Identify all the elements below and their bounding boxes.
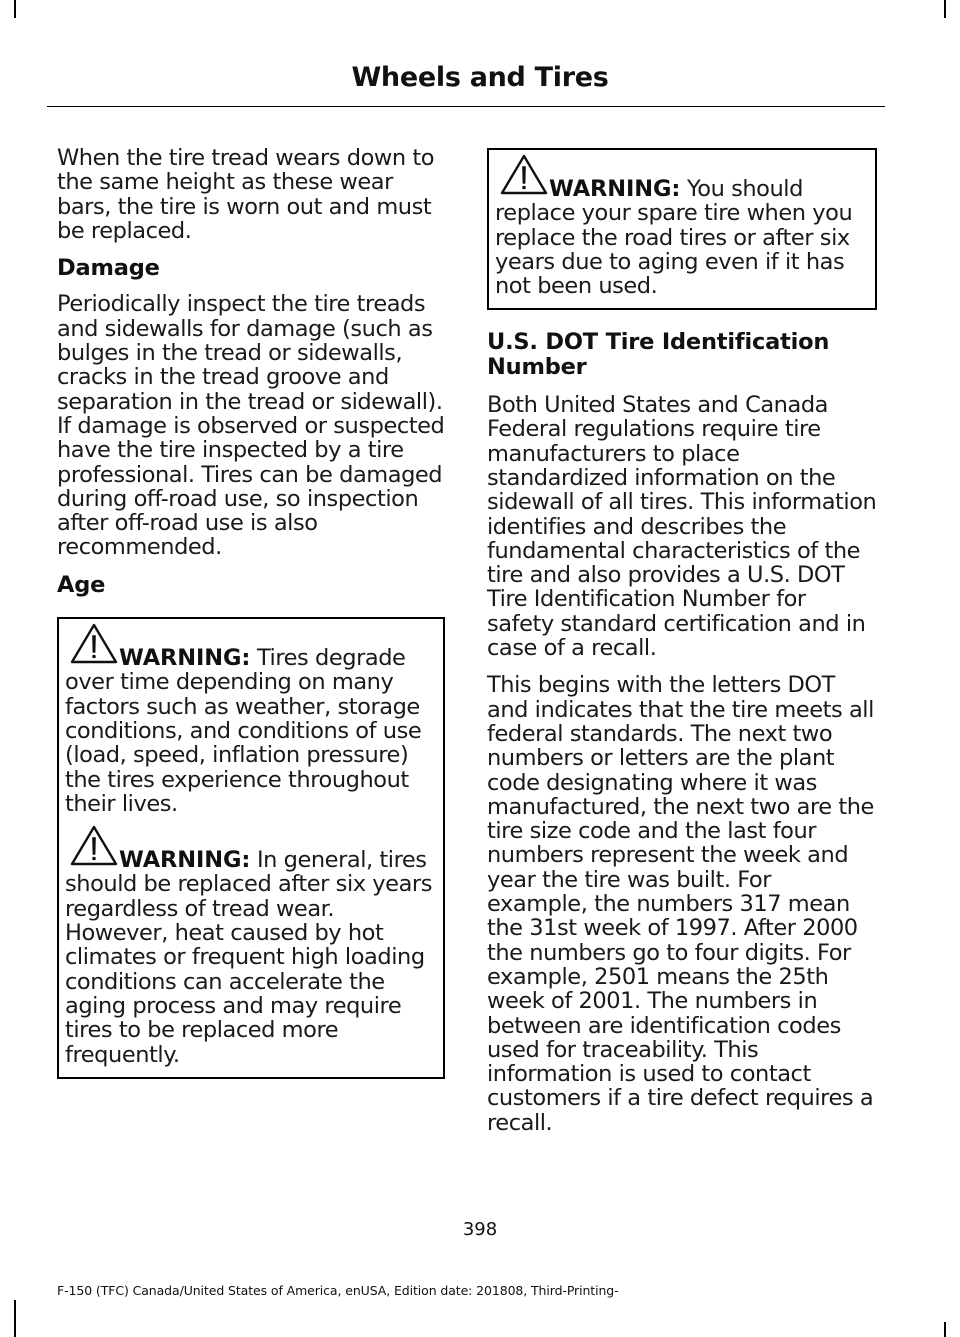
- crop-mark-top-left: [14, 0, 16, 18]
- damage-paragraph: Periodically inspect the tire treads and sidewalls for damage (such as bulges in the tread or sidewalls, cracks in the tread groove and separation in the tread or sidewall). If damage is observed or suspected have the tire inspected by a tire professional. Tires can be damaged during off-road use, so inspection after off-road use is also recommended.: [57, 291, 445, 561]
- warning-body: Tires degrade over time depending on many factors such as weather, storage conditions, and conditions of use (load, speed, inflation pressure) the tires experience throughout their lives.: [65, 645, 422, 817]
- warning-triangle-icon: [69, 824, 119, 868]
- warning-item: [65, 624, 437, 816]
- wear-bars-paragraph: When the tire tread wears down to the same height as these wear bars, the tire is worn out and must be replaced.: [57, 145, 435, 244]
- age-heading: Age: [57, 571, 106, 598]
- spare-tire-warning-box: [487, 148, 877, 310]
- warning-text: [495, 177, 869, 298]
- warning-item: [65, 826, 437, 1067]
- crop-mark-bottom-left: [14, 1300, 16, 1337]
- crop-mark-top-right: [944, 0, 946, 18]
- page-header-title: Wheels and Tires: [351, 62, 609, 93]
- right-column: [487, 148, 877, 1148]
- edition-footer: F-150 (TFC) Canada/United States of America, enUSA, Edition date: 201808, Third-Printing-: [57, 1283, 619, 1298]
- warning-body: In general, tires should be replaced after six years regardless of tread wear. However, heat caused by hot climates or frequent high loading conditions can accelerate the aging process and may require tires to be replaced more frequently.: [65, 847, 432, 1068]
- crop-mark-bottom-right: [944, 1322, 946, 1337]
- warning-triangle-icon: [499, 153, 549, 197]
- warning-item: [495, 155, 869, 298]
- page-number: 398: [462, 1219, 498, 1240]
- header-divider: [47, 106, 885, 107]
- warning-body: You should replace your spare tire when you replace the road tires or after six years due to aging even if it has not been used.: [495, 176, 853, 300]
- dot-paragraph-2: This begins with the letters DOT and indicates that the tire meets all federal standards. The next two numbers or letters are the plant code designating where it was manufactured, the next two are the tire size code and the last four numbers represent the week and year the tire was built. For example, the numbers 317 mean the 31st week of 1997. After 2000 the numbers go to four digits. For example, 2501 means the 25th week of 2001. The numbers in between are identification codes used for traceability. This information is used to contact customers if a tire defect requires a recall.: [487, 672, 874, 1136]
- dot-heading: U.S. DOT Tire Identification Number: [487, 329, 830, 380]
- warning-triangle-icon: [69, 622, 119, 666]
- warning-text: [65, 646, 437, 816]
- warning-text: [65, 848, 437, 1067]
- warning-label: WARNING:: [549, 176, 681, 202]
- dot-paragraph-1: Both United States and Canada Federal regulations require tire manufacturers to place standardized information on the sidewall of all tires. This information identifies and describes the fundamental characteristics of the tire and also provides a U.S. DOT Tire Identification Number for safety standard certification and in case of a recall.: [487, 392, 877, 662]
- damage-heading: Damage: [57, 255, 160, 282]
- warning-label: WARNING:: [119, 847, 251, 874]
- warning-label: WARNING:: [119, 645, 251, 672]
- age-warning-box: [57, 617, 445, 1079]
- left-column: [57, 146, 445, 1079]
